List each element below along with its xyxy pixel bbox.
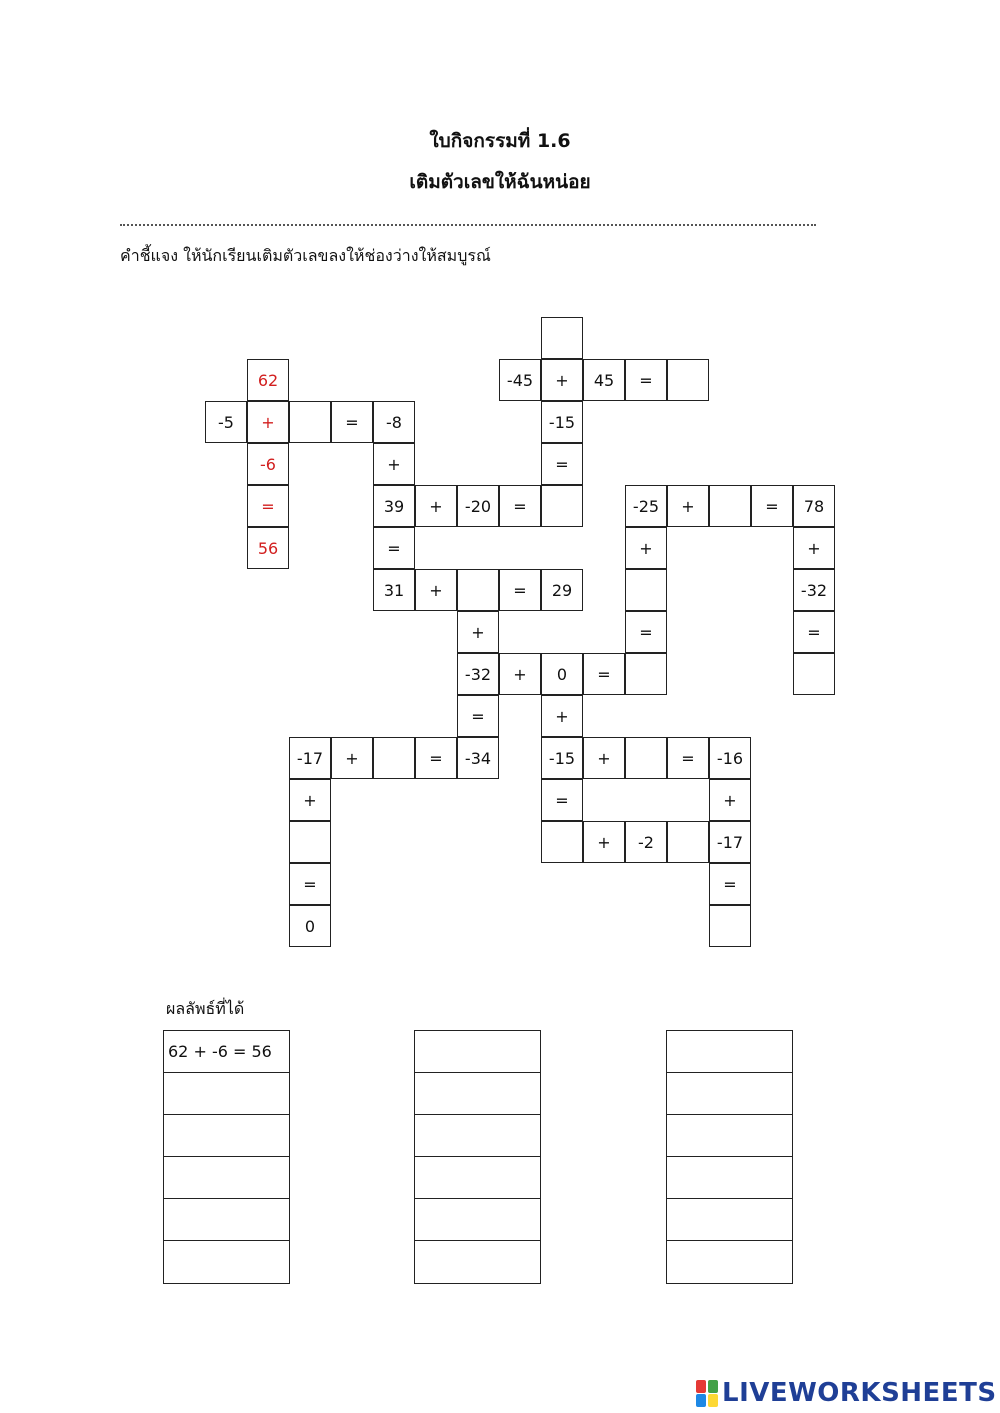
puzzle-cell: + — [289, 779, 331, 821]
result-row[interactable] — [415, 1199, 540, 1241]
liveworksheets-logo-icon — [696, 1378, 720, 1408]
puzzle-cell: + — [415, 485, 457, 527]
puzzle-cell: -8 — [373, 401, 415, 443]
puzzle-cell: 39 — [373, 485, 415, 527]
puzzle-cell: = — [625, 611, 667, 653]
result-row[interactable] — [667, 1157, 792, 1199]
puzzle-cell: -2 — [625, 821, 667, 863]
result-row[interactable] — [415, 1073, 540, 1115]
puzzle-cell: + — [499, 653, 541, 695]
puzzle-cell: 45 — [583, 359, 625, 401]
result-row[interactable] — [164, 1241, 289, 1283]
result-row[interactable] — [164, 1157, 289, 1199]
instruction-text: คำชี้แจง ให้นักเรียนเติมตัวเลขลงให้ช่องว่างให้สมบูรณ์ — [120, 246, 491, 265]
result-row[interactable] — [667, 1115, 792, 1157]
puzzle-cell: = — [583, 653, 625, 695]
result-row[interactable] — [667, 1241, 792, 1283]
puzzle-cell: = — [457, 695, 499, 737]
puzzle-cell: + — [373, 443, 415, 485]
puzzle-cell: -32 — [457, 653, 499, 695]
puzzle-cell: + — [331, 737, 373, 779]
puzzle-cell: 62 — [247, 359, 289, 401]
puzzle-cell: -20 — [457, 485, 499, 527]
puzzle-answer-cell[interactable] — [541, 317, 583, 359]
puzzle-cell: -15 — [541, 401, 583, 443]
results-box — [163, 1030, 290, 1284]
liveworksheets-brand-text: LIVEWORKSHEETS — [722, 1378, 997, 1408]
puzzle-cell: = — [415, 737, 457, 779]
puzzle-cell: = — [751, 485, 793, 527]
result-row[interactable] — [415, 1157, 540, 1199]
puzzle-cell: = — [541, 443, 583, 485]
puzzle-cell: + — [583, 821, 625, 863]
puzzle-cell: -32 — [793, 569, 835, 611]
puzzle-answer-cell[interactable] — [793, 653, 835, 695]
puzzle-answer-cell[interactable] — [625, 737, 667, 779]
result-row: 62 + -6 = 56 — [164, 1031, 289, 1073]
puzzle-cell: = — [499, 485, 541, 527]
puzzle-cell: = — [541, 779, 583, 821]
puzzle-cell: 29 — [541, 569, 583, 611]
puzzle-cell: -45 — [499, 359, 541, 401]
result-row[interactable] — [667, 1199, 792, 1241]
result-row[interactable] — [667, 1073, 792, 1115]
puzzle-cell: + — [457, 611, 499, 653]
dotted-name-line — [120, 210, 816, 226]
puzzle-cell: = — [289, 863, 331, 905]
puzzle-answer-cell[interactable] — [625, 569, 667, 611]
puzzle-cell: -16 — [709, 737, 751, 779]
puzzle-cell: -17 — [709, 821, 751, 863]
results-box — [414, 1030, 541, 1284]
puzzle-cell: = — [331, 401, 373, 443]
puzzle-cell: -25 — [625, 485, 667, 527]
puzzle-cell: = — [625, 359, 667, 401]
puzzle-cell: -5 — [205, 401, 247, 443]
puzzle-cell: = — [667, 737, 709, 779]
puzzle-cell: -34 — [457, 737, 499, 779]
puzzle-cell: + — [583, 737, 625, 779]
puzzle-cell: + — [793, 527, 835, 569]
puzzle-cell: + — [415, 569, 457, 611]
puzzle-cell: 56 — [247, 527, 289, 569]
puzzle-cell: + — [625, 527, 667, 569]
puzzle-cell: 31 — [373, 569, 415, 611]
puzzle-answer-cell[interactable] — [709, 905, 751, 947]
puzzle-answer-cell[interactable] — [541, 821, 583, 863]
puzzle-cell: + — [667, 485, 709, 527]
puzzle-cell: = — [499, 569, 541, 611]
result-row[interactable] — [415, 1115, 540, 1157]
puzzle-cell: 0 — [541, 653, 583, 695]
puzzle-cell: + — [541, 359, 583, 401]
puzzle-cell: + — [247, 401, 289, 443]
result-row[interactable] — [164, 1073, 289, 1115]
puzzle-cell: = — [793, 611, 835, 653]
puzzle-answer-cell[interactable] — [373, 737, 415, 779]
puzzle-answer-cell[interactable] — [541, 485, 583, 527]
puzzle-cell: + — [709, 779, 751, 821]
puzzle-cell: 78 — [793, 485, 835, 527]
result-row[interactable] — [415, 1031, 540, 1073]
puzzle-cell: = — [373, 527, 415, 569]
results-label: ผลลัพธ์ที่ได้ — [166, 999, 245, 1018]
puzzle-cell: + — [541, 695, 583, 737]
result-row[interactable] — [164, 1199, 289, 1241]
puzzle-answer-cell[interactable] — [709, 485, 751, 527]
liveworksheets-logo — [696, 1376, 997, 1410]
results-box — [666, 1030, 793, 1284]
puzzle-answer-cell[interactable] — [667, 359, 709, 401]
puzzle-cell: -15 — [541, 737, 583, 779]
result-row[interactable] — [164, 1115, 289, 1157]
puzzle-answer-cell[interactable] — [289, 401, 331, 443]
puzzle-cell: -6 — [247, 443, 289, 485]
puzzle-cell: -17 — [289, 737, 331, 779]
result-row[interactable] — [415, 1241, 540, 1283]
worksheet-title: ใบกิจกรรมที่ 1.6 — [429, 130, 571, 152]
puzzle-answer-cell[interactable] — [625, 653, 667, 695]
puzzle-answer-cell[interactable] — [289, 821, 331, 863]
puzzle-answer-cell[interactable] — [457, 569, 499, 611]
result-row[interactable] — [667, 1031, 792, 1073]
puzzle-cell: 0 — [289, 905, 331, 947]
worksheet-subtitle: เติมตัวเลขให้ฉันหน่อย — [409, 171, 591, 193]
puzzle-answer-cell[interactable] — [667, 821, 709, 863]
puzzle-cell: = — [709, 863, 751, 905]
puzzle-cell: = — [247, 485, 289, 527]
